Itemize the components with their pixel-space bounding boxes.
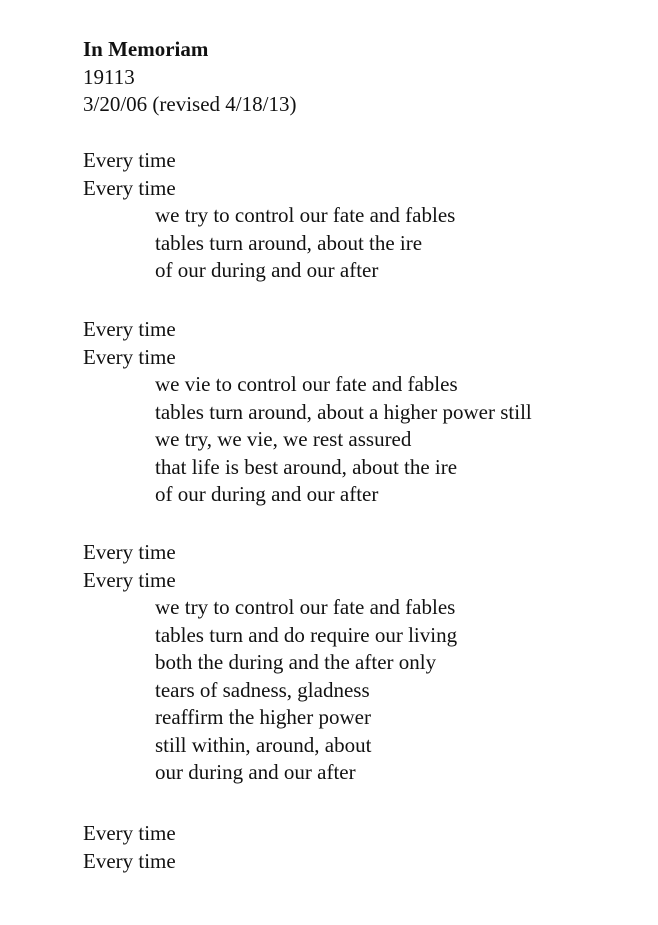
refrain-line: Every time — [83, 344, 176, 369]
refrain-line: Every time — [83, 848, 176, 873]
verse-line: tables turn around, about the ire — [155, 230, 423, 255]
refrain-line: Every time — [83, 148, 176, 172]
verse-line: that life is best around, about the ire — [155, 454, 458, 479]
verse-line: tables turn around, about a higher power still — [155, 399, 532, 424]
refrain-line: Every time — [83, 540, 176, 564]
verse-line: we vie to control our fate and fables — [155, 372, 458, 396]
verse-line: our during and our after — [155, 760, 356, 784]
verse-line: we try to control our fate and fables — [155, 203, 456, 227]
stanza-2 — [83, 316, 532, 509]
document-header — [83, 36, 296, 119]
verse-line: both the during and the after only — [155, 650, 437, 674]
poem-title: In Memoriam — [83, 37, 209, 61]
stanza-1 — [83, 147, 455, 285]
refrain-line: Every time — [83, 175, 176, 200]
stanza-3 — [83, 539, 457, 787]
poem-date: 3/20/06 (revised 4/18/13) — [83, 92, 297, 116]
refrain-line: Every time — [83, 821, 176, 845]
verse-line: reaffirm the higher power — [155, 705, 371, 729]
verse-line: of our during and our after — [155, 258, 379, 282]
verse-line: we try, we vie, we rest assured — [155, 427, 412, 451]
refrain-line: Every time — [83, 317, 176, 341]
refrain-line: Every time — [83, 567, 176, 592]
verse-line: still within, around, about — [155, 732, 372, 757]
stanza-4 — [83, 820, 176, 875]
verse-line: tables turn and do require our living — [155, 622, 458, 647]
verse-line: tears of sadness, gladness — [155, 677, 370, 702]
verse-line: we try to control our fate and fables — [155, 595, 456, 619]
poem-number: 19113 — [83, 64, 135, 89]
verse-line: of our during and our after — [155, 482, 379, 506]
